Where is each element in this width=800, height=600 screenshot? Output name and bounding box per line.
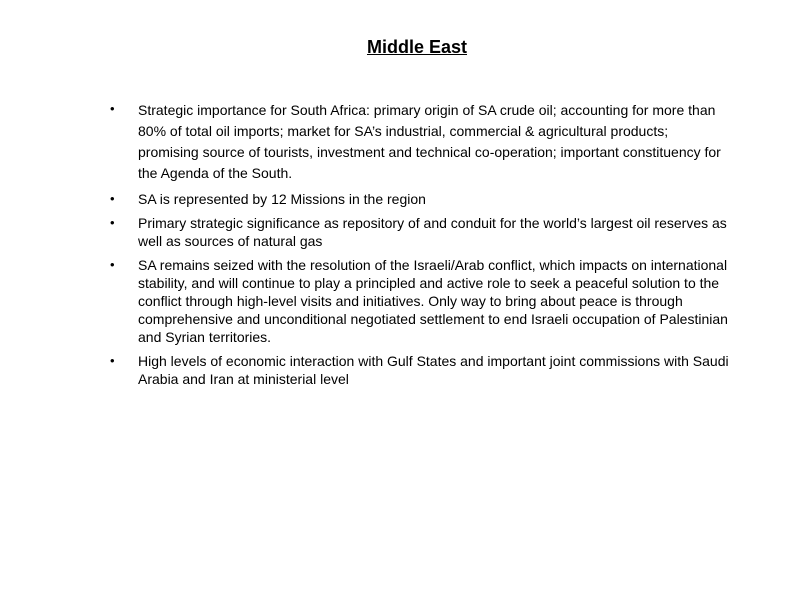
bullet-item-missions <box>110 190 730 208</box>
bullet-icon: • <box>110 101 115 116</box>
bullet-item-conflict-resolution <box>110 256 730 346</box>
bullet-item-gulf-states <box>110 352 730 388</box>
bullet-icon: • <box>110 215 115 230</box>
bullet-icon: • <box>110 257 115 272</box>
bullet-text: SA is represented by 12 Missions in the region <box>138 191 426 207</box>
bullet-list <box>110 100 730 394</box>
bullet-text: Strategic importance for South Africa: primary origin of SA crude oil; accounting for more than 80% of total oil imports; market for SA’s industrial, commercial & agricultural products; promising source of tourists, investment and technical co-operation; important constituency for the Agenda of the South. <box>138 102 721 181</box>
bullet-item-oil-reserves <box>110 214 730 250</box>
bullet-text: High levels of economic interaction with Gulf States and important joint commissions with Saudi Arabia and Iran at ministerial level <box>138 353 729 387</box>
bullet-text: Primary strategic significance as repository of and conduit for the world’s largest oil reserves as well as sources of natural gas <box>138 215 727 249</box>
bullet-icon: • <box>110 191 115 206</box>
bullet-icon: • <box>110 353 115 368</box>
slide-title: Middle East <box>366 37 468 57</box>
bullet-text: SA remains seized with the resolution of the Israeli/Arab conflict, which impacts on international stability, and will continue to play a principled and active role to seek a peaceful solution to the conflict through high-level visits and initiatives. Only way to bring about peace is through comprehensive and unconditional negotiated settlement to end Israeli occupation of Palestinian and Syrian territories. <box>138 257 728 345</box>
bullet-item-strategic-importance <box>110 100 730 184</box>
